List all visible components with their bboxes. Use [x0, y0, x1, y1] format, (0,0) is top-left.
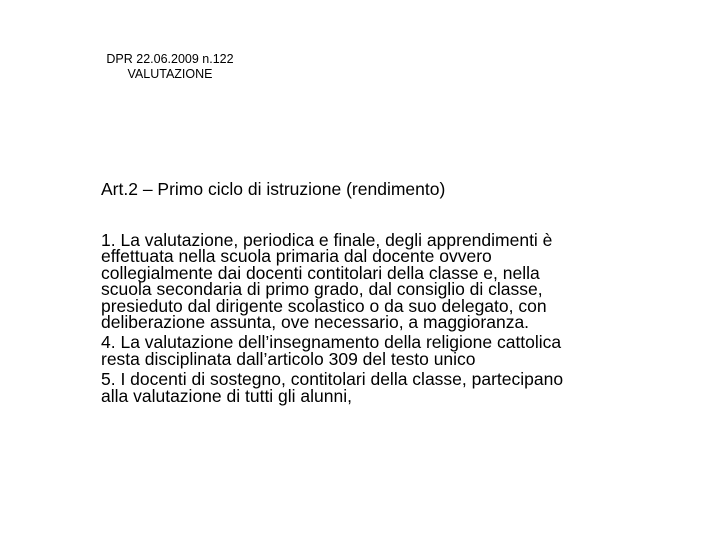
paragraph-4 [101, 334, 701, 367]
text-line: alla valutazione di tutti gli alunni, [101, 385, 352, 406]
decree-reference: DPR 22.06.2009 n.122 [106, 52, 234, 66]
text-line: scuola secondaria di primo grado, dal consiglio di classe, [101, 279, 543, 300]
article-body [101, 232, 701, 408]
article-heading: Art.2 – Primo ciclo di istruzione (rendimento) [101, 179, 446, 199]
document-header [0, 52, 340, 82]
paragraph-5 [101, 371, 701, 404]
text-line: 5. I docenti di sostegno, contitolari della classe, partecipano [101, 369, 564, 390]
text-line: effettuata nella scuola primaria dal docente ovvero [101, 246, 492, 267]
text-line: 4. La valutazione dell’insegnamento della religione cattolica [101, 332, 562, 353]
text-line: 1. La valutazione, periodica e finale, degli apprendimenti è [101, 230, 553, 250]
text-line: deliberazione assunta, ove necessario, a maggioranza. [101, 312, 530, 333]
text-line: presieduto dal dirigente scolastico o da suo delegato, con [101, 295, 547, 316]
header-subtitle: VALUTAZIONE [127, 67, 213, 81]
text-line: resta disciplinata dall’articolo 309 del testo unico [101, 348, 476, 369]
text-line: collegialmente dai docenti contitolari della classe e, nella [101, 262, 540, 283]
paragraph-1 [101, 230, 701, 333]
